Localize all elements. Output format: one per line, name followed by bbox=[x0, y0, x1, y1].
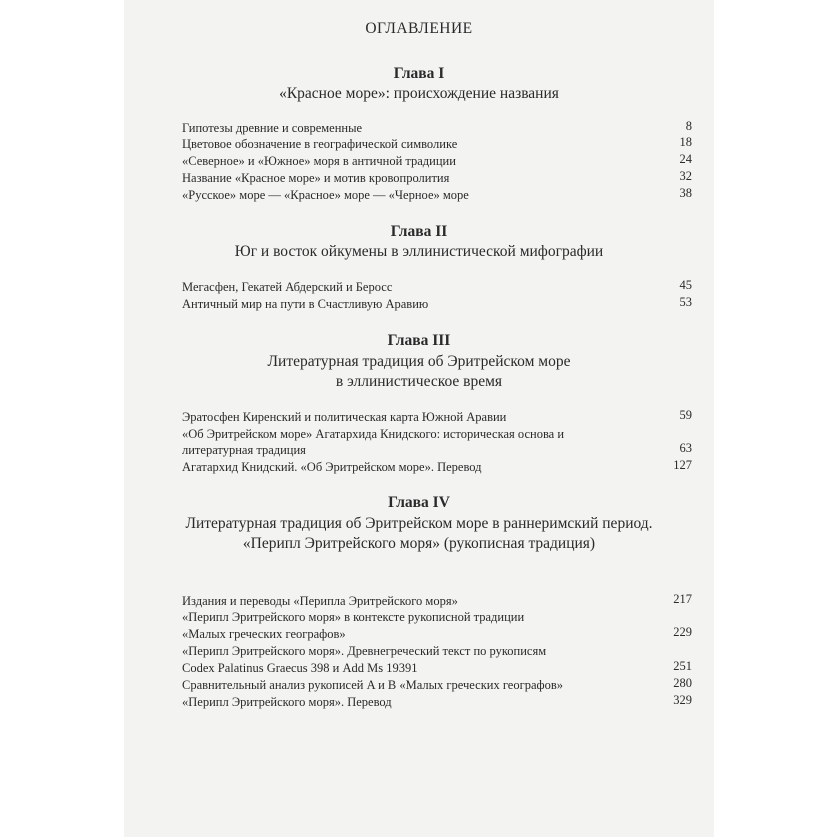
toc-entry-continuation: литературная традиция bbox=[182, 443, 306, 457]
chapter-3-title-line: в эллинистическое время bbox=[335, 373, 503, 390]
toc-entry: «Перипл Эритрейского моря» в контексте рукописной традиции bbox=[182, 610, 525, 624]
toc-entry: Эратосфен Киренский и политическая карта Южной Аравии bbox=[182, 410, 507, 424]
toc-entry-continuation: «Малых греческих географов» bbox=[182, 627, 346, 641]
chapter-4-title-line: «Перипл Эритрейского моря» (рукописная традиция) bbox=[242, 535, 596, 552]
toc-entry: Агатархид Книдский. «Об Эритрейском море». Перевод bbox=[182, 460, 482, 474]
page-title: ОГЛАВЛЕНИЕ bbox=[365, 20, 473, 37]
page-number: 229 bbox=[673, 625, 692, 639]
chapter-4-title-line: Литературная традиция об Эритрейском море в раннеримский период. bbox=[185, 515, 653, 532]
chapter-4-title bbox=[124, 514, 714, 554]
toc-entry: «Перипл Эритрейского моря». Перевод bbox=[182, 695, 392, 709]
chapter-3-label: Глава III bbox=[387, 332, 451, 349]
page-number: 24 bbox=[679, 152, 692, 166]
page-number: 18 bbox=[679, 135, 692, 149]
page-number: 329 bbox=[673, 693, 692, 707]
page-number: 59 bbox=[679, 408, 692, 422]
page-number: 32 bbox=[679, 169, 692, 183]
page-number: 280 bbox=[673, 676, 692, 690]
page-number: 251 bbox=[673, 659, 692, 673]
toc-entry: Мегасфен, Гекатей Абдерский и Беросс bbox=[182, 280, 393, 294]
toc-entry: Античный мир на пути в Счастливую Аравию bbox=[182, 297, 429, 311]
page-number: 38 bbox=[679, 186, 692, 200]
page-number: 8 bbox=[685, 119, 692, 133]
page-number: 63 bbox=[679, 441, 692, 455]
toc-entry: Гипотезы древние и современные bbox=[182, 121, 363, 135]
toc-entry: Название «Красное море» и мотив кровопролития bbox=[182, 171, 450, 185]
book-page bbox=[124, 0, 714, 837]
page-number: 45 bbox=[679, 278, 692, 292]
toc-entry: «Северное» и «Южное» моря в античной традиции bbox=[182, 154, 456, 168]
toc-entry-continuation: Codex Palatinus Graecus 398 и Add Ms 19391 bbox=[182, 661, 418, 675]
toc-entry: Издания и переводы «Перипла Эритрейского моря» bbox=[182, 594, 458, 608]
chapter-3-title-line: Литературная традиция об Эритрейском море bbox=[267, 353, 571, 370]
toc-entry: «Перипл Эритрейского моря». Древнегреческий текст по рукописям bbox=[182, 644, 547, 658]
page-number: 53 bbox=[679, 295, 692, 309]
chapter-2-label: Глава II bbox=[390, 223, 448, 240]
toc-entry: Цветовое обозначение в географической символике bbox=[182, 137, 458, 151]
toc-entry: Сравнительный анализ рукописей A и B «Малых греческих географов» bbox=[182, 678, 564, 692]
toc-entry: «Об Эритрейском море» Агатархида Книдского: историческая основа и bbox=[182, 427, 565, 441]
chapter-2-title bbox=[124, 242, 714, 262]
chapter-1-label: Глава I bbox=[393, 65, 445, 82]
page-number: 127 bbox=[673, 458, 692, 472]
chapter-3-title bbox=[124, 352, 714, 392]
page-number: 217 bbox=[673, 592, 692, 606]
chapter-1-title bbox=[124, 84, 714, 104]
chapter-2-title-line: Юг и восток ойкумены в эллинистической мифографии bbox=[234, 243, 604, 260]
chapter-1-title-line: «Красное море»: происхождение названия bbox=[279, 85, 559, 102]
chapter-4-label: Глава IV bbox=[388, 494, 450, 511]
toc-entry: «Русское» море — «Красное» море — «Черное» море bbox=[182, 188, 469, 202]
